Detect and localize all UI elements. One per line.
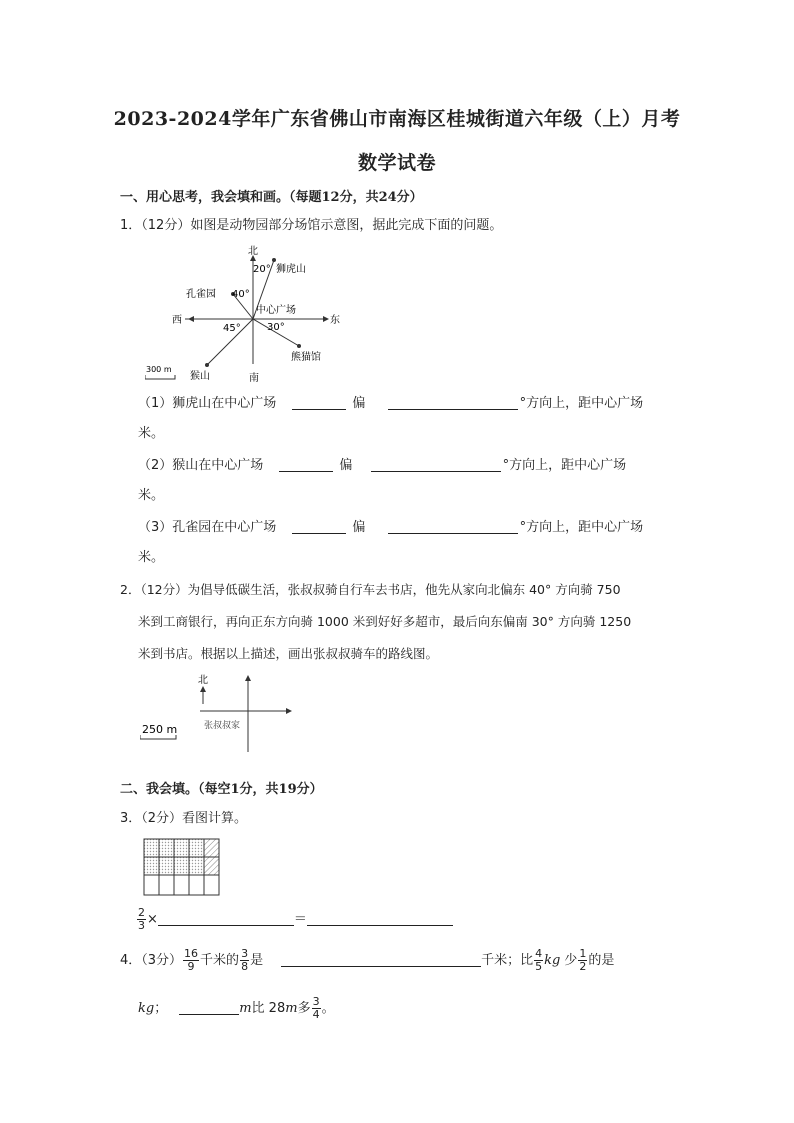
q4-line2 xyxy=(138,992,335,1026)
q1-sub1-text-a: （1）狮虎山在中心广场 xyxy=(138,396,277,411)
q4-frac4-den: 2 xyxy=(579,960,587,973)
map-monkey-angle: 45° xyxy=(223,323,241,334)
q4-line2-kg: kg xyxy=(138,1001,155,1016)
q1-sub1 xyxy=(138,394,643,414)
q4-frac3 xyxy=(534,948,543,973)
q4-frac2-den: 8 xyxy=(241,960,249,973)
map-scale-bar xyxy=(145,375,175,379)
fraction-grid-figure xyxy=(143,838,221,898)
q1-sub2-blank2[interactable] xyxy=(371,457,501,472)
section2-heading: 二、我会填。（每空1分，共19分） xyxy=(120,782,323,797)
q1-sub1-blank1[interactable] xyxy=(292,395,346,410)
route-scale-label: 250 m xyxy=(142,723,178,736)
q2-line1: 2．（12分）为倡导低碳生活，张叔叔骑自行车去书店，他先从家向北偏东 40° 方向骑 750 xyxy=(120,582,621,597)
q3-frac-den: 3 xyxy=(138,919,145,932)
q4-line1 xyxy=(120,944,614,978)
q1-sub3-end: 米。 xyxy=(138,550,165,565)
q4-frac2 xyxy=(240,948,249,973)
q3-expression xyxy=(136,906,453,934)
q1-sub2-end: 米。 xyxy=(138,488,165,503)
q1-sub3-blank2[interactable] xyxy=(388,519,518,534)
q4-text4: 少 xyxy=(564,953,578,968)
q4-frac5 xyxy=(312,996,321,1021)
route-north-label: 北 xyxy=(198,675,208,686)
q1-sub2 xyxy=(138,456,626,476)
q4-text7: 多 xyxy=(297,1001,311,1016)
q4-text6: 比 28 xyxy=(251,1001,286,1016)
q1-sub3-text-b: 偏 xyxy=(352,520,366,535)
map-peacock-label: 孔雀园 xyxy=(186,289,216,300)
q2-line2: 米到工商银行，再向正东方向骑 1000 米到好好多超市，最后向东偏南 30° 方向骑 1250 xyxy=(138,614,632,629)
route-home-label: 张叔叔家 xyxy=(204,721,241,731)
q4-frac1-num: 16 xyxy=(184,947,199,960)
map-center-label: 中心广场 xyxy=(256,305,296,316)
q1-stem: 1．（12分）如图是动物园部分场馆示意图，据此完成下面的问题。 xyxy=(120,218,503,233)
lion-hill-point xyxy=(272,258,276,262)
q1-sub1-text-c: °方向上，距中心广场 xyxy=(519,396,644,411)
q2-line3: 米到书店。根据以上描述，画出张叔叔骑车的路线图。 xyxy=(138,646,439,661)
q4-frac3-den: 5 xyxy=(535,960,543,973)
map-monkey-label: 猴山 xyxy=(190,371,210,382)
q4-text8: 。 xyxy=(321,1001,335,1016)
zoo-map-diagram xyxy=(145,242,345,384)
q4-frac4 xyxy=(578,948,587,973)
q1-sub1-blank2[interactable] xyxy=(388,395,518,410)
map-scale-label: 300 m xyxy=(146,365,172,374)
q4-text2: 是 xyxy=(250,953,264,968)
q1-sub2-text-a: （2）猴山在中心广场 xyxy=(138,458,264,473)
q1-sub3-text-c: °方向上，距中心广场 xyxy=(519,520,644,535)
q4-text3: 千米；比 xyxy=(481,953,534,968)
q4-unit-m: m xyxy=(239,1001,252,1016)
q4-blank2[interactable] xyxy=(179,1000,239,1015)
q3-blank2[interactable] xyxy=(307,911,453,926)
q4-unit-m-2: m xyxy=(285,1001,298,1016)
route-map-diagram xyxy=(140,670,300,756)
q1-sub3 xyxy=(138,518,643,538)
q3-stem: 3．（2分）看图计算。 xyxy=(120,811,248,826)
q4-frac5-den: 4 xyxy=(312,1008,320,1021)
q3-fraction xyxy=(137,907,146,932)
map-west-label: 西 xyxy=(172,315,182,326)
q1-sub1-end: 米。 xyxy=(138,426,165,441)
paper-title-line2: 数学试卷 xyxy=(357,152,436,174)
q3-times: × xyxy=(147,912,158,927)
panda-point xyxy=(297,344,301,348)
q1-sub3-text-a: （3）孔雀园在中心广场 xyxy=(138,520,277,535)
map-south-label: 南 xyxy=(249,373,259,384)
q4-frac2-num: 3 xyxy=(241,947,249,960)
q1-sub2-blank1[interactable] xyxy=(279,457,333,472)
q4-frac1-den: 9 xyxy=(187,960,195,973)
q4-blank1[interactable] xyxy=(281,952,481,967)
map-panda-angle: 30° xyxy=(267,322,285,333)
q4-frac3-num: 4 xyxy=(535,947,543,960)
q1-sub1-text-b: 偏 xyxy=(352,396,366,411)
q4-line2-sep: ； xyxy=(154,1001,168,1016)
q1-sub3-blank1[interactable] xyxy=(292,519,346,534)
map-lion-angle: 20° xyxy=(253,264,271,275)
q4-unit-kg: kg xyxy=(544,953,561,968)
q4-frac1 xyxy=(183,948,199,973)
q3-frac-num: 2 xyxy=(138,906,145,919)
q3-equals: ＝ xyxy=(293,912,307,927)
q1-sub2-text-c: °方向上，距中心广场 xyxy=(502,458,627,473)
q4-frac5-num: 3 xyxy=(312,995,320,1008)
section1-heading: 一、用心思考，我会填和画。（每题12分，共24分） xyxy=(120,190,423,205)
q3-blank1[interactable] xyxy=(158,911,294,926)
q4-text5: 的是 xyxy=(588,953,615,968)
q4-prefix: 4．（3分） xyxy=(120,953,183,968)
map-peacock-angle: 40° xyxy=(232,289,250,300)
monkey-point xyxy=(205,363,209,367)
q4-frac4-num: 1 xyxy=(579,947,587,960)
paper-title-line1: 2023-2024学年广东省佛山市南海区桂城街道六年级（上）月考 xyxy=(113,108,681,130)
q1-sub2-text-b: 偏 xyxy=(339,458,353,473)
map-lion-label: 狮虎山 xyxy=(276,264,306,275)
map-east-label: 东 xyxy=(330,315,340,326)
q4-text1: 千米的 xyxy=(200,953,240,968)
map-north-label: 北 xyxy=(248,246,258,257)
map-panda-label: 熊猫馆 xyxy=(291,352,321,363)
